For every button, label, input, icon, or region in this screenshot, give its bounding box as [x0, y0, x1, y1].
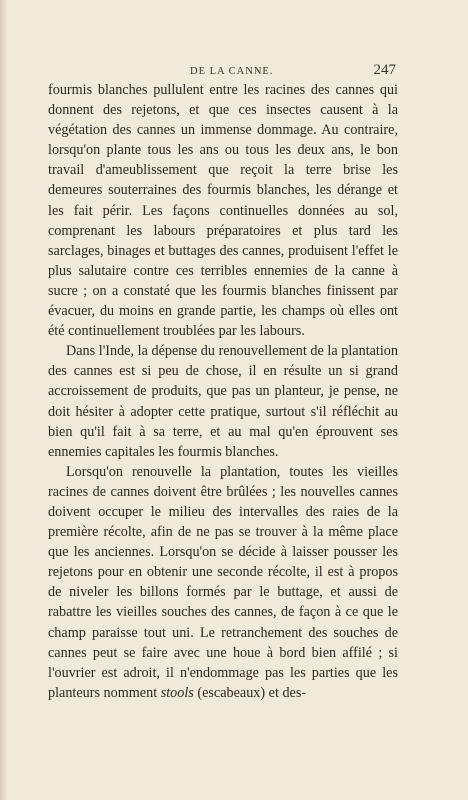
italic-term: stools — [160, 684, 194, 701]
paragraph-1: fourmis blanches pullulent entre les racines des cannes qui donnent des rejetons, et que ces insectes causent à la végétation des cannes un immense dommage. Au contraire, lorsqu'on plante tous les ans ou tous les deux ans, le bon travail d'ameublissement que reçoit la terre brise les demeures souterraines des fourmis blanches, les dérange et les fait périr. Les façons continuelles données au sol, comprenant les labours préparatoires et plus tard les sarclages, binages et buttages des cannes, produisent l'effet le plus salutaire contre ces terribles ennemies de la canne à sucre ; on a constaté que les fourmis blanches finissent par évacuer, du moins en grande partie, les champs où elles ont été continuellement troublées par les labours. — [48, 82, 398, 340]
page-number: 247 — [373, 62, 396, 78]
paragraph-3 — [48, 462, 398, 703]
page-header — [190, 62, 396, 79]
running-head: DE LA CANNE. — [190, 66, 274, 77]
body-text — [48, 80, 398, 703]
paragraph-2: Dans l'Inde, la dépense du renouvellement de la plantation des cannes est si peu de chose, il en résulte un si grand accroissement de produits, que pas un planteur, je pense, ne doit hésiter à adopter cette pratique, surtout s'il réfléchit au bien qu'il fait à sa terre, et au mal qu'en éprouvent ses ennemies capitales les fourmis blanches. — [48, 343, 398, 460]
paragraph-3-text-a: Lorsqu'on renouvelle la plantation, toutes les vieilles racines de cannes doivent être brûlées ; les nouvelles cannes doivent occuper le milieu des intervalles des raies de la première récolte, afin de ne pas se trouver à la même place que les anciennes. Lorsqu'on se décide à laisser pousser les rejetons pour en obtenir une seconde récolte, il est à propos de niveler les billons formés par le buttage, et aussi de rabattre les vieilles souches des cannes, de façon à ce que le champ paraisse tout uni. Le retranchement des souches de cannes peut se faire avec une houe à bord bien affilé ; si l'ouvrier est adroit, il n'endommage pas les parties que les planteurs nomment — [48, 463, 398, 701]
paragraph-3-text-b: (escabeaux) et des- — [193, 684, 307, 701]
